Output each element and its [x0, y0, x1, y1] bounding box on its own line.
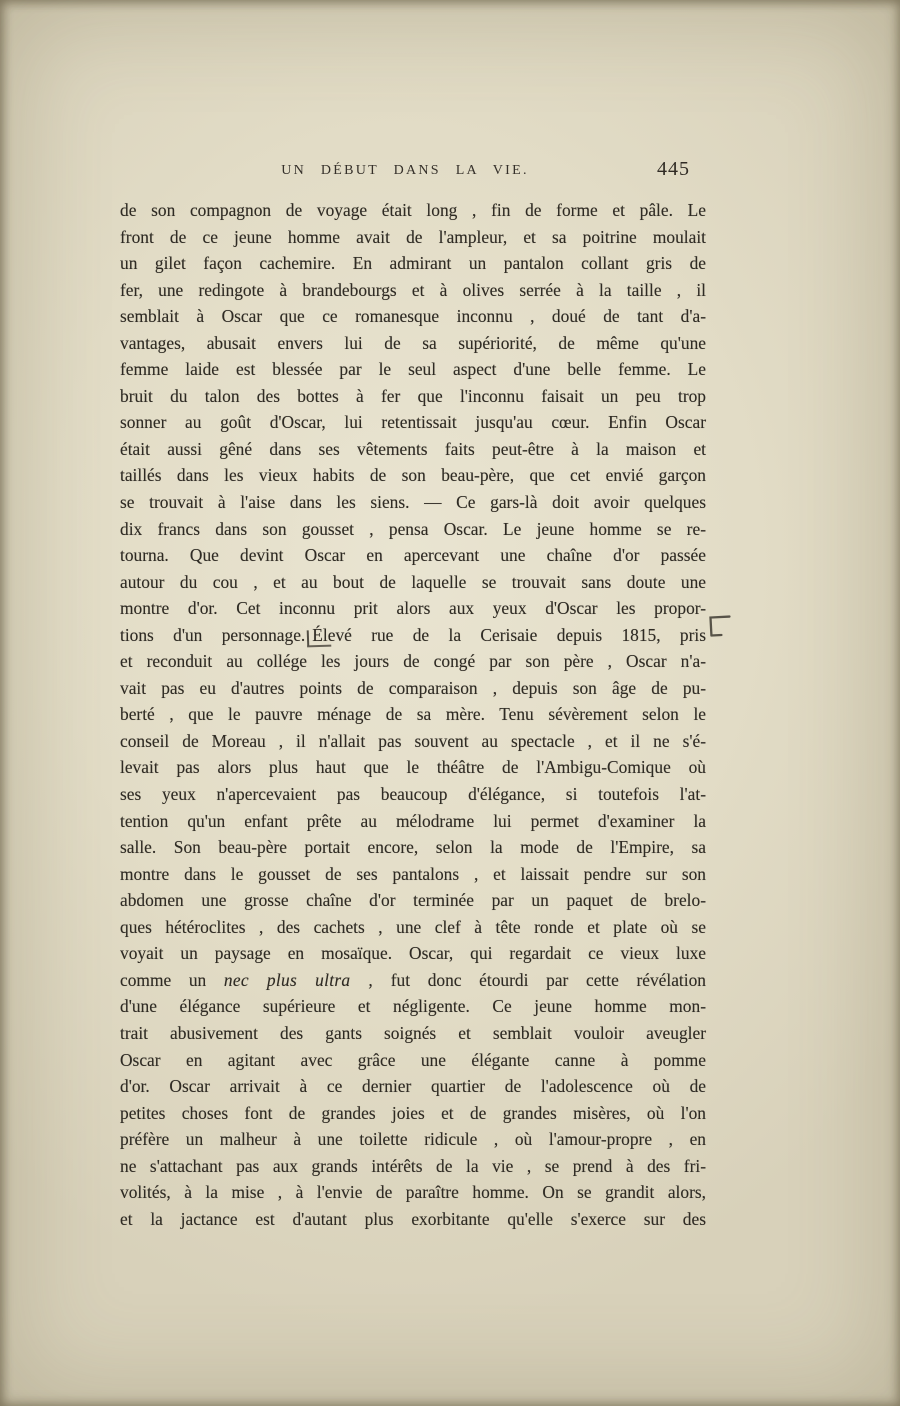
body-text — [120, 197, 706, 1232]
text-line: fer, une redingote à brandebourgs et à olives serrée à la taille , il — [120, 279, 706, 300]
text-line: et la jactance est d'autant plus exorbitante qu'elle s'exerce sur des — [120, 1208, 706, 1229]
text-line — [120, 967, 706, 994]
text-line: dix francs dans son gousset , pensa Oscar. Le jeune homme se re- — [120, 518, 706, 539]
text-line: conseil de Moreau , il n'allait pas souvent au spectacle , et il ne s'é- — [120, 730, 706, 751]
text-line: d'une élégance supérieure et négligente. Ce jeune homme mon- — [120, 996, 706, 1017]
text-line: tourna. Que devint Oscar en apercevant une chaîne d'or passée — [120, 545, 706, 566]
text-line: ne s'attachant pas aux grands intérêts de la vie , se prend à des fri- — [120, 1155, 706, 1176]
italic-phrase: nec plus ultra , — [223, 969, 374, 990]
text-line: autour du cou , et au bout de laquelle se trouvait sans doute une — [120, 571, 706, 592]
text-line: volités, à la mise , à l'envie de paraître homme. On se grandit alors, — [120, 1182, 706, 1203]
text-line: levait pas alors plus haut que le théâtre de l'Ambigu-Comique où — [120, 757, 706, 778]
text-line: berté , que le pauvre ménage de sa mère. Tenu sévèrement selon le — [120, 704, 706, 725]
text-line: petites choses font de grandes joies et de grandes misères, où l'on — [120, 1102, 706, 1123]
text-line: préfère un malheur à une toilette ridicule , où l'amour-propre , en — [120, 1129, 706, 1150]
text-line: montre d'or. Cet inconnu prit alors aux yeux d'Oscar les propor- — [120, 598, 706, 619]
pencil-margin-mark — [705, 611, 737, 643]
text-line: ses yeux n'apercevaient pas beaucoup d'élégance, si toutefois l'at- — [120, 784, 706, 805]
text-line: vait pas eu d'autres points de comparaison , depuis son âge de pu- — [120, 677, 706, 698]
text-line: d'or. Oscar arrivait à ce dernier quartier de l'adolescence où de — [120, 1076, 706, 1097]
page-number: 445 — [657, 158, 690, 180]
text-line: se trouvait à l'aise dans les siens. — Ce gars-là doit avoir quelques — [120, 492, 706, 513]
text-line: front de ce jeune homme avait de l'ampleur, et sa poitrine moulait — [120, 226, 706, 247]
text-segment: Élevé rue de la Cerisaie depuis 1815, pris — [312, 624, 706, 645]
text-line: trait abusivement des gants soignés et semblait vouloir aveugler — [120, 1022, 706, 1043]
page-header — [120, 158, 706, 188]
running-title: UN DÉBUT DANS LA VIE. — [281, 163, 529, 178]
text-line: abdomen une grosse chaîne d'or terminée par un paquet de brelo- — [120, 890, 706, 911]
text-line: voyait un paysage en mosaïque. Oscar, qui regardait ce vieux luxe — [120, 943, 706, 964]
text-line: salle. Son beau-père portait encore, selon la mode de l'Empire, sa — [120, 837, 706, 858]
text-segment: fut donc étourdi par cette révélation — [373, 969, 706, 990]
text-line: vantages, abusait envers lui de sa supériorité, de même qu'une — [120, 332, 706, 353]
text-line: montre dans le gousset de ses pantalons , et laissait pendre sur son — [120, 863, 706, 884]
text-line: un gilet façon cachemire. En admirant un pantalon collant gris de — [120, 253, 706, 274]
text-line: tention qu'un enfant prête au mélodrame lui permet d'examiner la — [120, 810, 706, 831]
text-line: ques hétéroclites , des cachets , une clef à tête ronde et plate où se — [120, 916, 706, 937]
text-line: semblait à Oscar que ce romanesque inconnu , doué de tant d'a- — [120, 306, 706, 327]
text-line: sonner au goût d'Oscar, lui retentissait jusqu'au cœur. Enfin Oscar — [120, 412, 706, 433]
text-line: et reconduit au collége les jours de congé par son père , Oscar n'a- — [120, 651, 706, 672]
text-line: était aussi gêné dans ses vêtements faits peut-être à la maison et — [120, 438, 706, 459]
text-segment: comme un — [120, 969, 224, 990]
text-line: femme laide est blessée par le seul aspect d'une belle femme. Le — [120, 359, 706, 380]
text-segment: tions d'un personnage. — [120, 624, 306, 645]
text-line: de son compagnon de voyage était long , fin de forme et pâle. Le — [120, 200, 706, 220]
text-line: bruit du talon des bottes à fer que l'inconnu faisait un peu trop — [120, 385, 706, 406]
text-line: taillés dans les vieux habits de son beau-père, que cet envié garçon — [120, 465, 706, 486]
text-line — [120, 622, 706, 649]
text-line: Oscar en agitant avec grâce une élégante canne à pomme — [120, 1049, 706, 1070]
pencil-insert-mark — [307, 629, 332, 647]
